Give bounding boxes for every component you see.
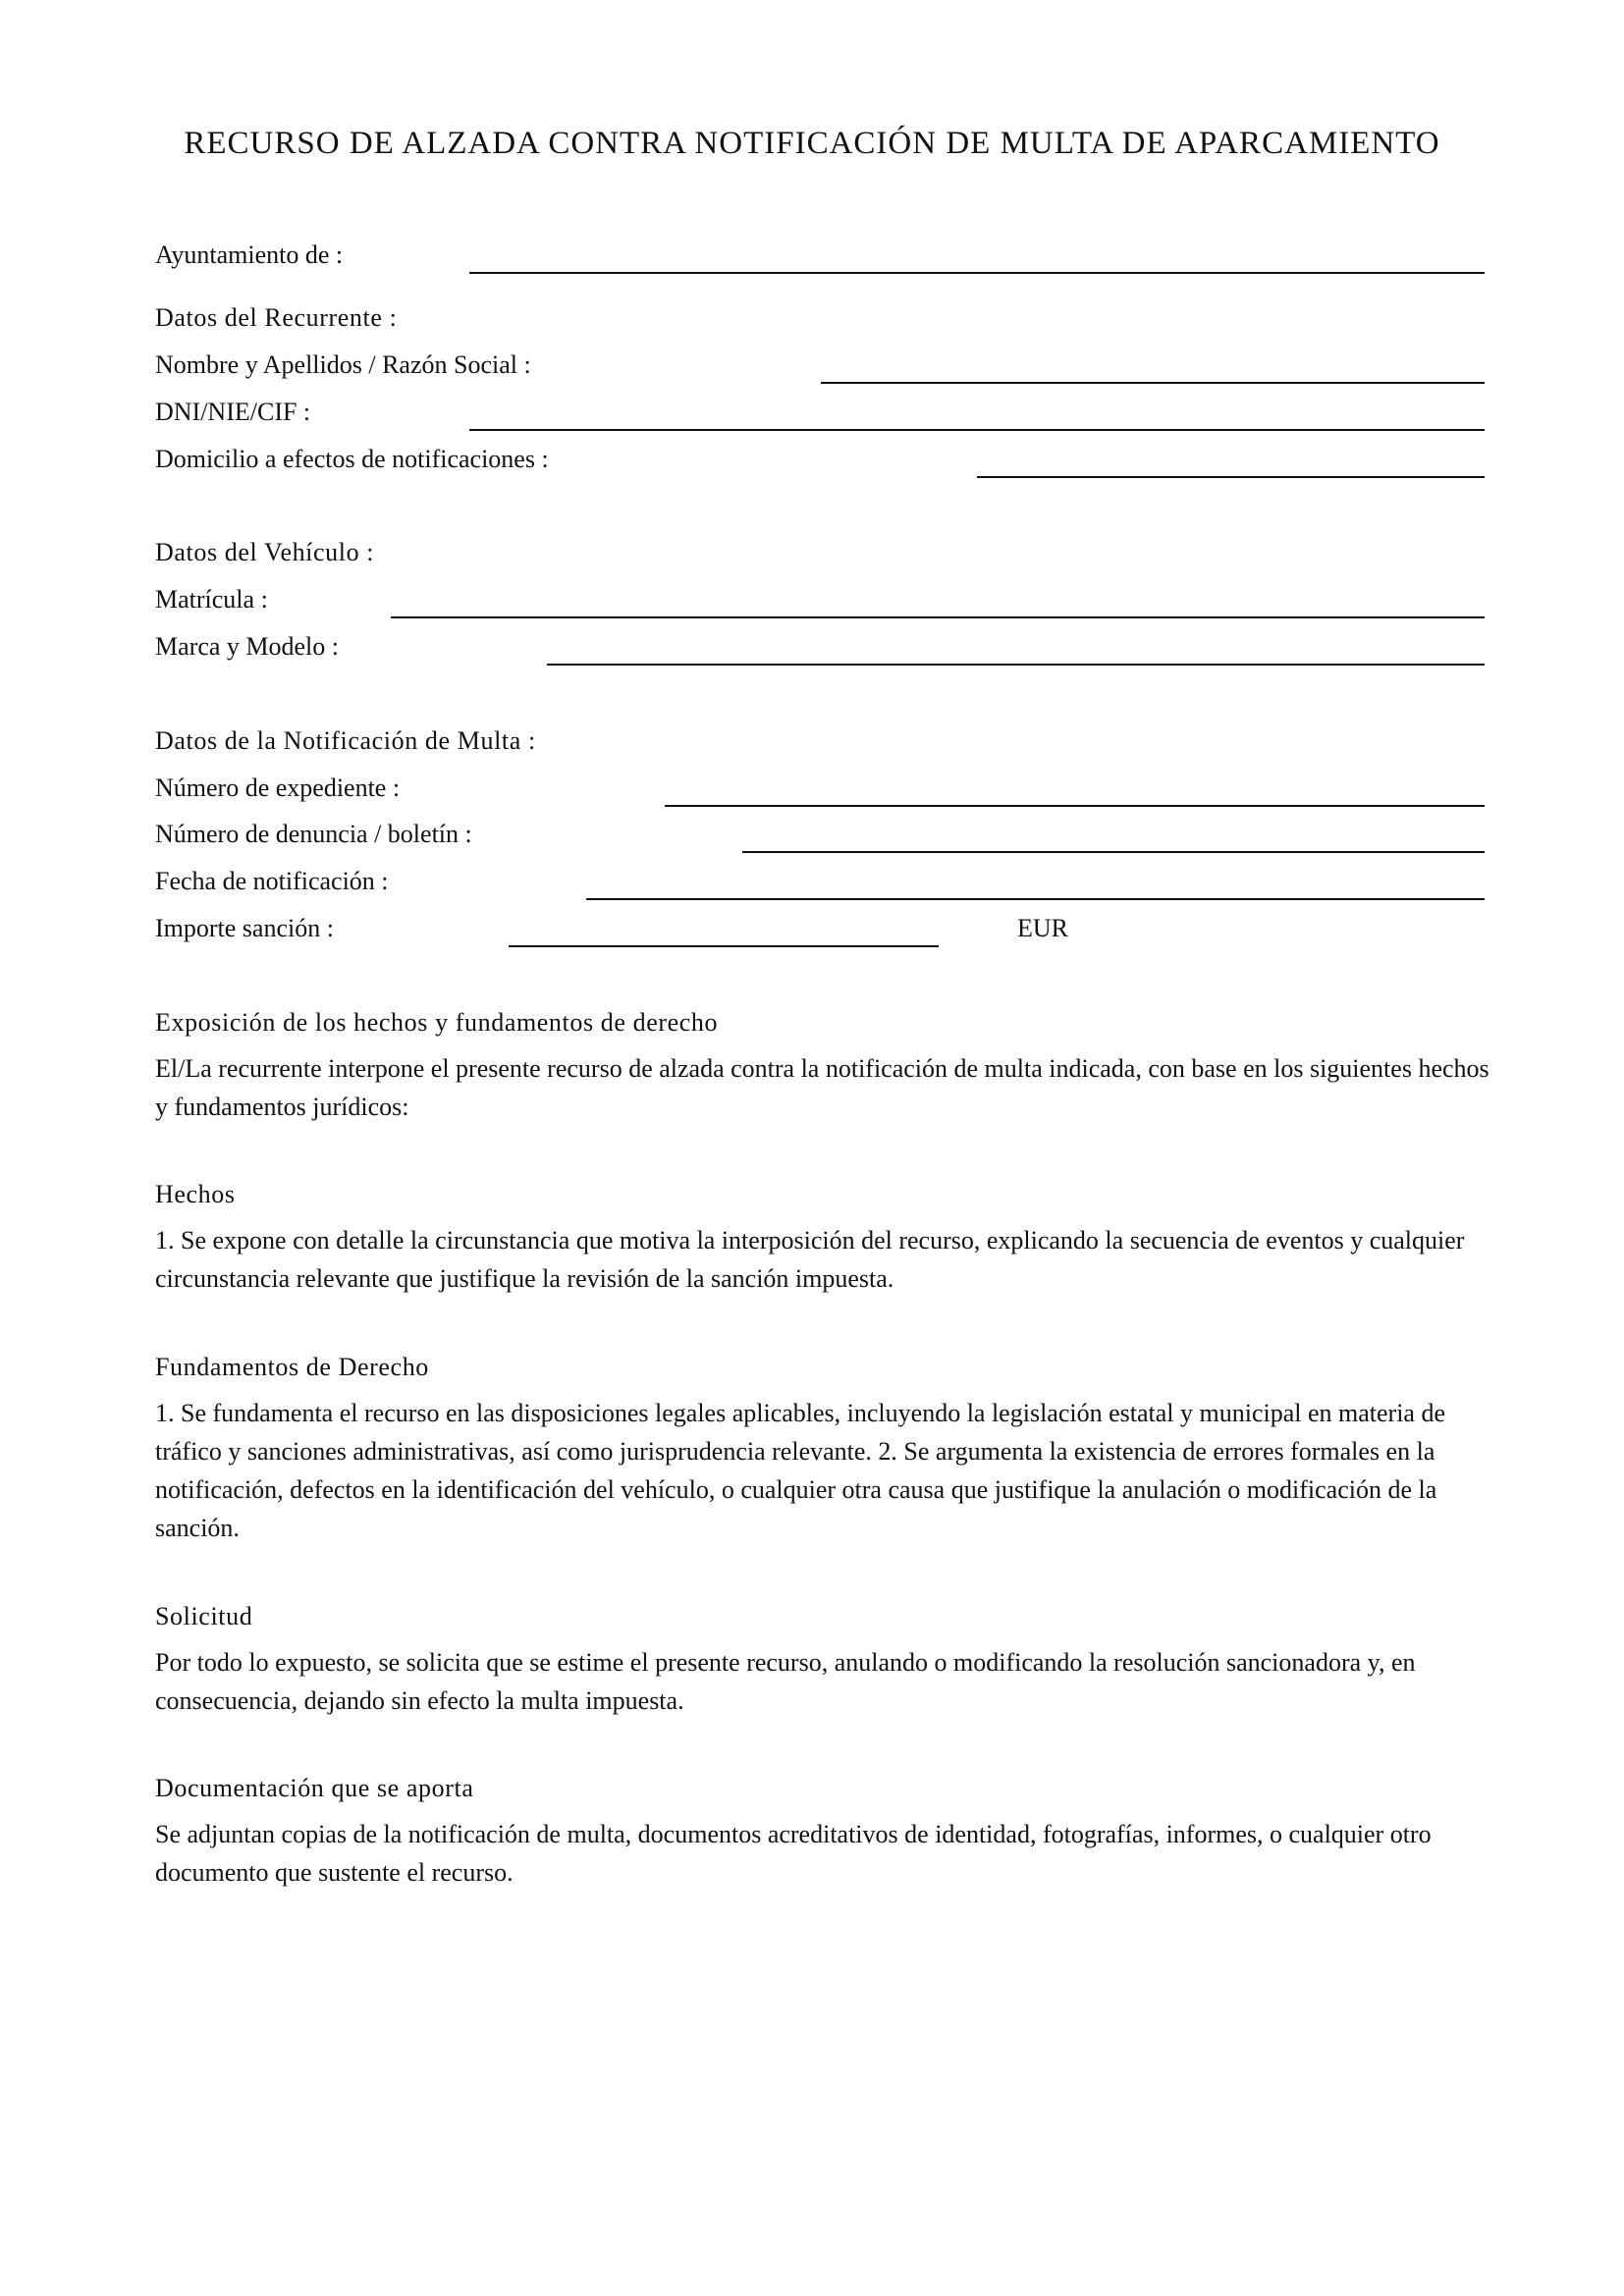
- nombre-field[interactable]: [821, 382, 1485, 384]
- ayuntamiento-label: Ayuntamiento de :: [155, 240, 344, 269]
- fundamentos-text: 1. Se fundamenta el recurso en las disposiciones legales aplicables, incluyendo la legislación estatal y municipal en materia de tráfico y sanciones administrativas, así como jurisprudencia relevante. 2. Se argumenta la existencia de errores formales en la notificación, defectos en la identificación del vehículo, o cualquier otra causa que justifique la anulación o modificación de la sanción.: [155, 1399, 1446, 1542]
- denuncia-field[interactable]: [742, 851, 1485, 853]
- recurrente-heading: Datos del Recurrente :: [155, 303, 398, 332]
- documentacion-text: Se adjuntan copias de la notificación de multa, documentos acreditativos de identidad, fotografías, informes, o cualquier otro documento que sustente el recurso.: [155, 1820, 1432, 1887]
- solicitud-heading: Solicitud: [155, 1602, 253, 1630]
- fecha-label: Fecha de notificación :: [155, 867, 389, 895]
- importe-unit: EUR: [1017, 914, 1068, 942]
- document-title: RECURSO DE ALZADA CONTRA NOTIFICACIÓN DE MULTA DE APARCAMIENTO: [184, 126, 1440, 161]
- matricula-label: Matrícula :: [155, 585, 268, 614]
- hechos-heading: Hechos: [155, 1180, 236, 1208]
- exposicion-text: El/La recurrente interpone el presente recurso de alzada contra la notificación de multa indicada, con base en los siguientes hechos y fundamentos jurídicos:: [155, 1054, 1489, 1121]
- fundamentos-heading: Fundamentos de Derecho: [155, 1353, 429, 1381]
- expediente-label: Número de expediente :: [155, 774, 401, 802]
- dni-label: DNI/NIE/CIF :: [155, 398, 311, 426]
- nombre-label: Nombre y Apellidos / Razón Social :: [155, 350, 531, 379]
- expediente-field[interactable]: [665, 805, 1485, 807]
- marca-modelo-label: Marca y Modelo :: [155, 632, 340, 661]
- domicilio-field[interactable]: [977, 476, 1485, 478]
- importe-label: Importe sanción :: [155, 914, 334, 942]
- marca-modelo-field[interactable]: [547, 664, 1485, 666]
- ayuntamiento-field[interactable]: [469, 272, 1485, 274]
- notificacion-heading: Datos de la Notificación de Multa :: [155, 726, 536, 755]
- dni-field[interactable]: [469, 429, 1485, 431]
- exposicion-heading: Exposición de los hechos y fundamentos de derecho: [155, 1008, 719, 1037]
- fecha-field[interactable]: [586, 898, 1485, 900]
- importe-field[interactable]: [509, 945, 939, 947]
- matricula-field[interactable]: [391, 616, 1485, 618]
- documentacion-heading: Documentación que se aporta: [155, 1774, 474, 1802]
- vehiculo-heading: Datos del Vehículo :: [155, 538, 375, 566]
- solicitud-text: Por todo lo expuesto, se solicita que se estime el presente recurso, anulando o modificando la resolución sancionadora y, en consecuencia, dejando sin efecto la multa impuesta.: [155, 1648, 1416, 1715]
- domicilio-label: Domicilio a efectos de notificaciones :: [155, 445, 549, 473]
- denuncia-label: Número de denuncia / boletín :: [155, 820, 472, 848]
- hechos-text: 1. Se expone con detalle la circunstancia que motiva la interposición del recurso, explicando la secuencia de eventos y cualquier circunstancia relevante que justifique la revisión de la sanción impuesta.: [155, 1226, 1465, 1293]
